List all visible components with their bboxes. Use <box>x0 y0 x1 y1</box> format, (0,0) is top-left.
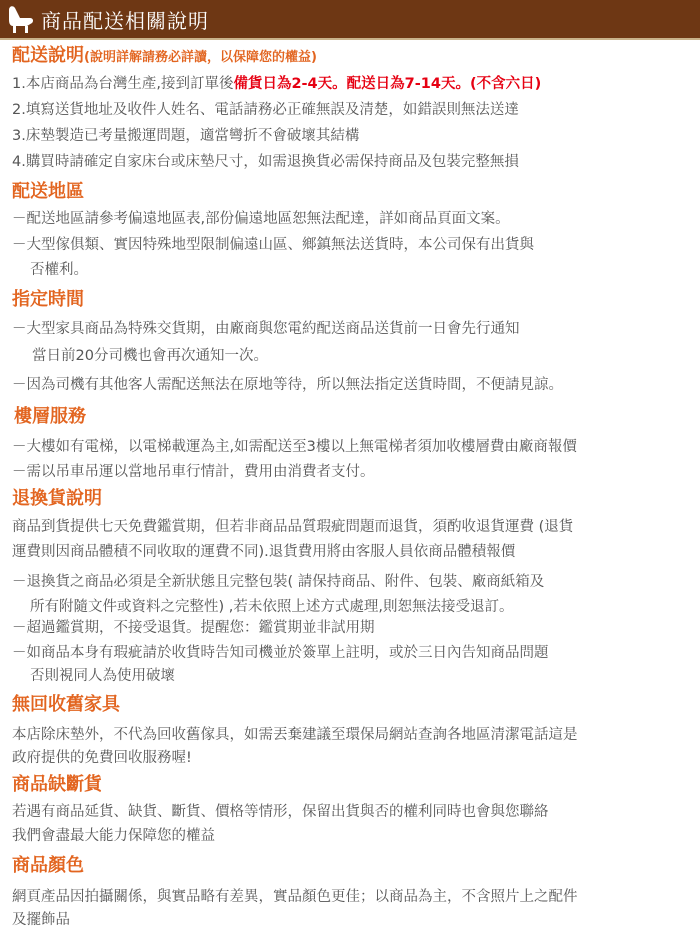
time-line: 當日前20分司機也會再次通知一次。 <box>32 348 268 364</box>
area-heading: 配送地區 <box>12 181 84 202</box>
delivery-item-2: 2.填寫送貨地址及收件人姓名、電話請務必正確無誤及清楚，如錯誤則無法送達 <box>12 102 519 118</box>
returns-line: －如商品本身有瑕疵請於收貨時告知司機並於簽單上註明，或於三日內告知商品問題 <box>12 645 549 661</box>
delivery-item-3: 3.床墊製造已考量搬運問題，適當彎折不會破壞其結構 <box>12 128 360 144</box>
stock-days: 備貨日為2-4天。 <box>233 76 347 92</box>
floor-heading: 樓層服務 <box>14 406 86 427</box>
returns-line: 運費則因商品體積不同收取的運費不同).退貨費用將由客服人員依商品體積報價 <box>12 544 516 560</box>
recycle-heading: 無回收舊家具 <box>12 694 120 715</box>
floor-line: －大樓如有電梯，以電梯載運為主,如需配送至3樓以上無電梯者須加收樓層費由廠商報價 <box>12 439 577 455</box>
delivery-item-1: 1.本店商品為台灣生產,接到訂單後備貨日為2-4天。配送日為7-14天。(不含六日) <box>12 76 542 92</box>
chair-logo-icon <box>3 2 37 36</box>
ship-days: 配送日為7-14天。(不含六日) <box>346 76 542 92</box>
returns-heading: 退換貨說明 <box>12 488 102 509</box>
returns-line: －退換貨之商品必須是全新狀態且完整包裝( 請保持商品、附件、包裝、廠商紙箱及 <box>12 574 545 590</box>
area-line: －大型傢俱類、實因特殊地型限制偏遠山區、鄉鎮無法送貨時，本公司保有出貨與 <box>12 237 534 253</box>
page-header <box>0 0 700 40</box>
area-line: 否權利。 <box>30 262 88 278</box>
returns-line: 否則視同人為使用破壞 <box>30 668 175 684</box>
returns-line: 所有附隨文件或資料之完整性) ,若未依照上述方式處理,則恕無法接受退訂。 <box>30 599 514 615</box>
returns-line: 商品到貨提供七天免費鑑賞期，但若非商品品質瑕疵問題而退貨，須酌收退貨運費 (退貨 <box>12 519 574 535</box>
area-line: －配送地區請參考偏遠地區表,部份偏遠地區恕無法配達，詳如商品頁面文案。 <box>12 211 510 227</box>
returns-line: －超過鑑賞期，不接受退貨。提醒您：鑑賞期並非試用期 <box>12 620 375 636</box>
delivery-note: (說明詳解請務必詳讀，以保障您的權益) <box>84 50 317 65</box>
color-line: 及擺飾品 <box>12 912 70 928</box>
delivery-item-4: 4.購買時請確定自家床台或床墊尺寸，如需退換貨必需保持商品及包裝完整無損 <box>12 154 519 170</box>
shortage-line: 若遇有商品延貨、缺貨、斷貨、價格等情形，保留出貨與否的權利同時也會與您聯絡 <box>12 804 549 820</box>
color-line: 網頁產品因拍攝關係，與實品略有差異，實品顏色更佳；以商品為主，不含照片上之配件 <box>12 889 578 905</box>
page-title: 商品配送相關說明 <box>41 8 209 33</box>
recycle-line: 政府提供的免費回收服務喔! <box>12 750 192 766</box>
time-heading: 指定時間 <box>12 289 84 310</box>
floor-line: －需以吊車吊運以當地吊車行情計，費用由消費者支付。 <box>12 464 375 480</box>
shortage-heading: 商品缺斷貨 <box>12 774 102 795</box>
recycle-line: 本店除床墊外，不代為回收舊傢具，如需丟棄建議至環保局網站查詢各地區清潔電話這是 <box>12 727 578 743</box>
time-line: －大型家具商品為特殊交貨期，由廠商與您電約配送商品送貨前一日會先行通知 <box>12 321 520 337</box>
delivery-heading: 配送說明(說明詳解請務必詳讀，以保障您的權益) <box>12 45 317 66</box>
time-line: －因為司機有其他客人需配送無法在原地等待，所以無法指定送貨時間，不便請見諒。 <box>12 377 563 393</box>
shortage-line: 我們會盡最大能力保障您的權益 <box>12 828 215 844</box>
color-heading: 商品顏色 <box>12 855 84 876</box>
